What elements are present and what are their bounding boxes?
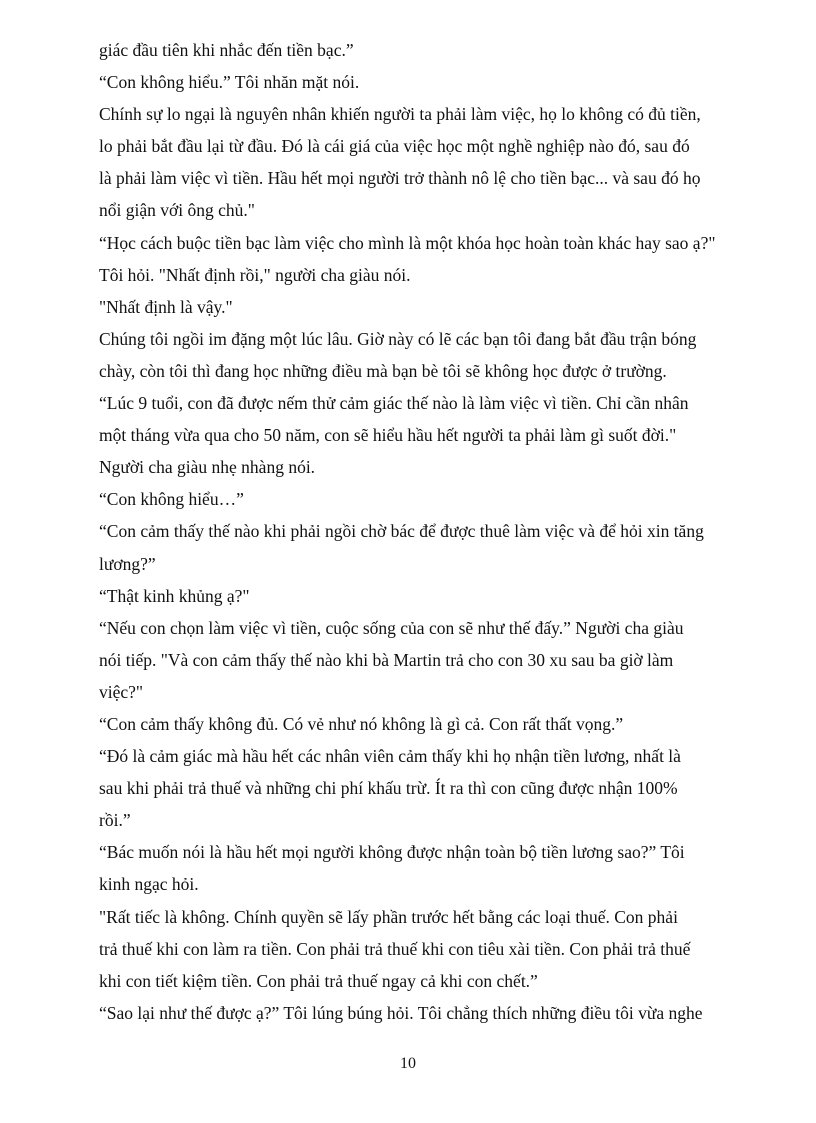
text-line: “Sao lại như thế được ạ?” Tôi lúng búng hỏi. Tôi chẳng thích những điều tôi vừa nghe <box>99 1002 703 1023</box>
text-line: “Nếu con chọn làm việc vì tiền, cuộc sống của con sẽ như thế đấy.” Người cha giàu <box>99 617 684 638</box>
text-line: chày, còn tôi thì đang học những điều mà bạn bè tôi sẽ không học được ở trường. <box>99 360 667 381</box>
body-text <box>99 34 799 1029</box>
page-number: 10 <box>400 1055 416 1072</box>
text-line: một tháng vừa qua cho 50 năm, con sẽ hiểu hầu hết người ta phải làm gì suốt đời." <box>99 425 677 446</box>
text-line: "Rất tiếc là không. Chính quyền sẽ lấy phần trước hết bằng các loại thuế. Con phải <box>99 906 678 927</box>
text-line: Chúng tôi ngồi im đặng một lúc lâu. Giờ này có lẽ các bạn tôi đang bắt đầu trận bóng <box>99 328 697 349</box>
text-line: là phải làm việc vì tiền. Hầu hết mọi người trở thành nô lệ cho tiền bạc... và sau đó họ <box>99 168 701 189</box>
text-line: Người cha giàu nhẹ nhàng nói. <box>99 457 316 478</box>
text-line: nổi giận với ông chủ." <box>99 200 255 221</box>
text-line: “Con không hiểu…” <box>99 489 244 510</box>
text-line: “Bác muốn nói là hầu hết mọi người không được nhận toàn bộ tiền lương sao?” Tôi <box>99 842 685 863</box>
text-line: lo phải bắt đầu lại từ đầu. Đó là cái giá của việc học một nghề nghiệp nào đó, sau đó <box>99 136 690 157</box>
text-line: “Con cảm thấy thế nào khi phải ngồi chờ bác để được thuê làm việc và để hỏi xin tăng <box>99 521 704 542</box>
text-line: kinh ngạc hỏi. <box>99 874 199 895</box>
text-line: việc?" <box>99 681 144 702</box>
text-line: lương?” <box>99 553 156 574</box>
text-line: “Học cách buộc tiền bạc làm việc cho mình là một khóa học hoàn toàn khác hay sao ạ?" <box>99 232 716 253</box>
text-line: “Thật kinh khủng ạ?" <box>99 585 250 606</box>
text-line: “Con cảm thấy không đủ. Có vẻ như nó không là gì cả. Con rất thất vọng.” <box>99 713 624 734</box>
text-line: sau khi phải trả thuế và những chi phí khấu trừ. Ít ra thì con cũng được nhận 100% <box>99 778 678 799</box>
text-line: giác đầu tiên khi nhắc đến tiền bạc.” <box>99 40 354 60</box>
text-line: “Con không hiểu.” Tôi nhăn mặt nói. <box>99 72 360 93</box>
text-line: khi con tiết kiệm tiền. Con phải trả thuế ngay cả khi con chết.” <box>99 970 538 991</box>
text-line: Tôi hỏi. "Nhất định rồi," người cha giàu nói. <box>99 264 411 285</box>
text-line: trả thuế khi con làm ra tiền. Con phải trả thuế khi con tiêu xài tiền. Con phải trả thuế <box>99 938 691 959</box>
text-line: nói tiếp. "Và con cảm thấy thế nào khi bà Martin trả cho con 30 xu sau ba giờ làm <box>99 649 674 670</box>
text-line: “Lúc 9 tuổi, con đã được nếm thử cảm giác thế nào là làm việc vì tiền. Chỉ cần nhân <box>99 393 689 414</box>
text-line: Chính sự lo ngại là nguyên nhân khiến người ta phải làm việc, họ lo không có đủ tiền, <box>99 104 701 125</box>
text-line: “Đó là cảm giác mà hầu hết các nhân viên cảm thấy khi họ nhận tiền lương, nhất là <box>99 746 681 767</box>
text-line: rồi.” <box>99 810 131 831</box>
text-line: "Nhất định là vậy." <box>99 296 233 317</box>
